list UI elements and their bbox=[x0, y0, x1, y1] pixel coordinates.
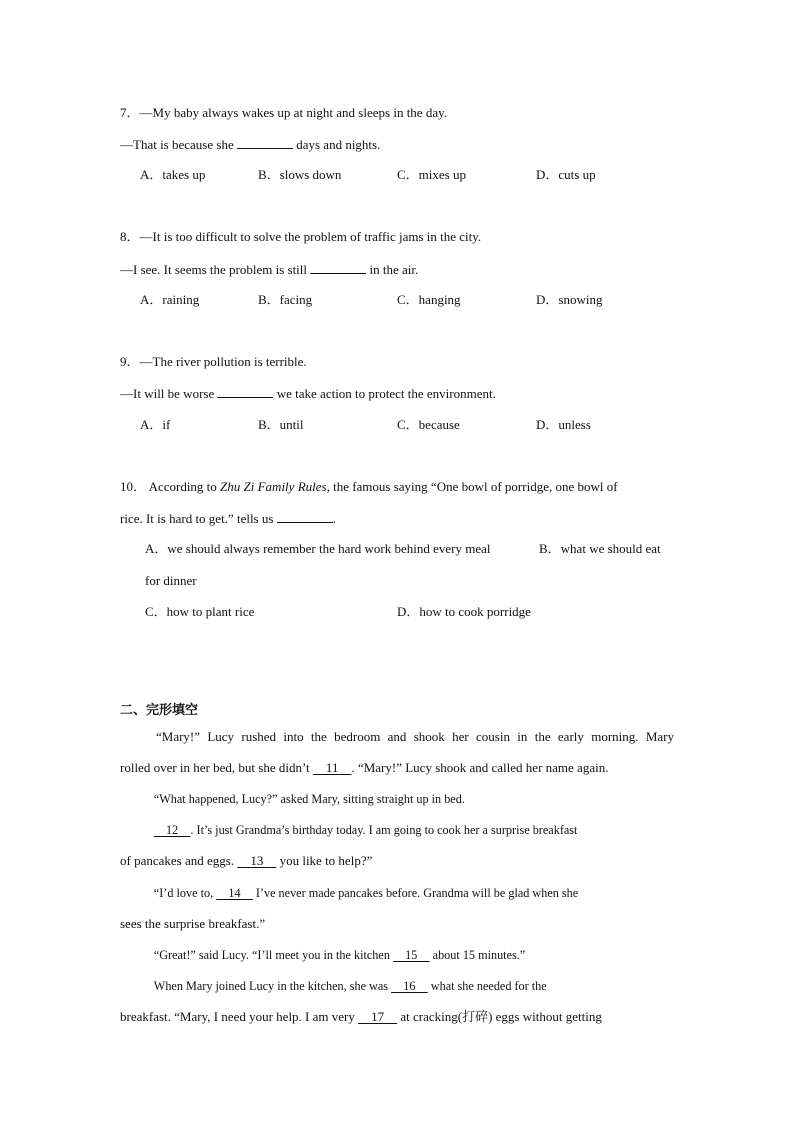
option-c[interactable]: C．hanging bbox=[397, 292, 461, 307]
cloze-line: “Great!” said Lucy. “I’ll meet you in the kitchen 15 about 15 minutes.” bbox=[153, 947, 526, 962]
cloze-line: breakfast. “Mary, I need your help. I am very 17 at cracking(打碎) eggs without getting bbox=[120, 1009, 602, 1024]
cloze-line: of pancakes and eggs. 13 you like to help?” bbox=[120, 853, 373, 868]
option-c[interactable]: C．how to plant rice bbox=[145, 604, 255, 619]
question-10-blank-line: rice. It is hard to get.” tells us . bbox=[120, 511, 336, 526]
option-b[interactable]: B．slows down bbox=[258, 167, 342, 182]
cloze-line: “Mary!” Lucy rushed into the bedroom and shook her cousin in the early morning. Mary bbox=[156, 729, 674, 744]
answer-blank[interactable] bbox=[237, 136, 293, 149]
cloze-blank-14[interactable]: 14 bbox=[216, 885, 253, 900]
cloze-line: “I’d love to, 14 I’ve never made pancakes before. Grandma will be glad when she bbox=[153, 885, 579, 900]
cloze-line: “What happened, Lucy?” asked Mary, sitting straight up in bed. bbox=[153, 791, 465, 806]
option-c[interactable]: C．because bbox=[397, 417, 460, 432]
option-d[interactable]: D．snowing bbox=[536, 292, 603, 307]
option-d[interactable]: D．how to cook porridge bbox=[397, 604, 531, 619]
cloze-line: When Mary joined Lucy in the kitchen, she was 16 what she needed for the bbox=[153, 978, 547, 993]
cloze-blank-16[interactable]: 16 bbox=[391, 978, 428, 993]
section-heading: 二、完形填空 bbox=[120, 703, 199, 718]
answer-blank[interactable] bbox=[310, 261, 366, 274]
option-a[interactable]: A．takes up bbox=[140, 167, 206, 182]
question-9-stem: 9．—The river pollution is terrible. bbox=[120, 354, 307, 369]
cloze-blank-17[interactable]: 17 bbox=[358, 1009, 398, 1024]
question-9-blank-line: —It will be worse we take action to protect the environment. bbox=[120, 386, 496, 401]
cloze-line: 12 . It’s just Grandma’s birthday today. I am going to cook her a surprise breakfast bbox=[153, 822, 578, 837]
option-d[interactable]: D．cuts up bbox=[536, 167, 596, 182]
question-8-blank-line: —I see. It seems the problem is still in the air. bbox=[120, 262, 419, 277]
option-b-continued: for dinner bbox=[145, 573, 197, 588]
option-c[interactable]: C．mixes up bbox=[397, 167, 466, 182]
question-7-blank-line: —That is because she days and nights. bbox=[120, 137, 381, 152]
option-b[interactable]: B．facing bbox=[258, 292, 313, 307]
question-10-stem: 10． According to Zhu Zi Family Rules, the famous saying “One bowl of porridge, one bowl of bbox=[120, 479, 618, 494]
option-b[interactable]: B．until bbox=[258, 417, 304, 432]
cloze-blank-15[interactable]: 15 bbox=[392, 947, 430, 962]
cloze-blank-13[interactable]: 13 bbox=[237, 853, 277, 868]
cloze-line: rolled over in her bed, but she didn’t 11 . “Mary!” Lucy shook and called her name again. bbox=[120, 760, 609, 775]
option-d[interactable]: D．unless bbox=[536, 417, 591, 432]
book-title: Zhu Zi Family Rules bbox=[220, 479, 327, 494]
option-a[interactable]: A．raining bbox=[140, 292, 200, 307]
question-7-stem: 7．—My baby always wakes up at night and sleeps in the day. bbox=[120, 105, 447, 120]
option-a[interactable]: A．if bbox=[140, 417, 171, 432]
question-8-stem: 8．—It is too difficult to solve the problem of traffic jams in the city. bbox=[120, 229, 482, 244]
answer-blank[interactable] bbox=[277, 510, 333, 523]
cloze-blank-12[interactable]: 12 bbox=[153, 822, 191, 837]
cloze-blank-11[interactable]: 11 bbox=[312, 760, 352, 775]
cloze-line: sees the surprise breakfast.” bbox=[120, 916, 266, 931]
option-a[interactable]: A．we should always remember the hard work behind every meal bbox=[145, 541, 491, 556]
answer-blank[interactable] bbox=[217, 385, 273, 398]
option-b[interactable]: B．what we should eat bbox=[539, 541, 661, 556]
